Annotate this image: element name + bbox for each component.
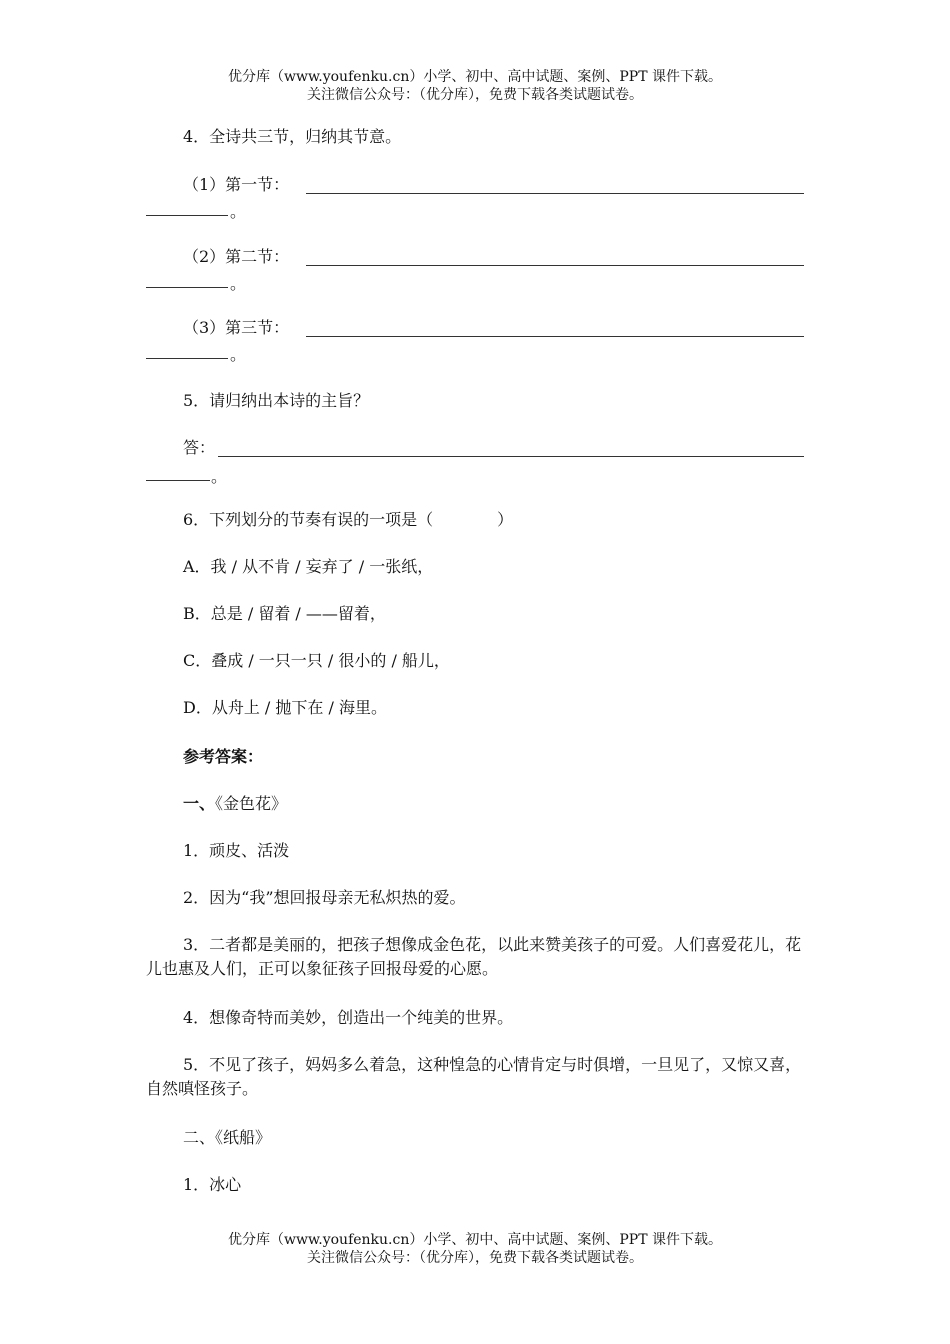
answer-line-5b xyxy=(146,480,210,481)
answer-1-5: 5．不见了孩子，妈妈多么着急，这种惶急的心情肯定与时俱增，一旦见了，又惊又喜，自然嗔怪孩子。 xyxy=(146,1055,802,1098)
question-5: 5．请归纳出本诗的主旨？ xyxy=(183,391,370,410)
period-4-3: 。 xyxy=(230,345,247,364)
section-1-prefix: 一、 xyxy=(183,794,216,813)
answer-line-4-3a xyxy=(306,336,804,337)
option-b: B．总是 / 留着 / ——留着， xyxy=(183,604,386,623)
answer-line-4-1b xyxy=(146,215,228,216)
answer-line-4-2a xyxy=(306,265,804,266)
answer-line-5a xyxy=(218,456,804,457)
question-5-answer-label: 答： xyxy=(183,438,216,457)
answers-section-1-heading xyxy=(146,792,847,816)
option-c: C．叠成 / 一只一只 / 很小的 / 船儿， xyxy=(183,651,450,670)
period-4-2: 。 xyxy=(230,274,247,293)
page-footer xyxy=(0,1231,950,1267)
answer-1-4: 4．想像奇特而美妙，创造出一个纯美的世界。 xyxy=(183,1008,514,1027)
option-a: A．我 / 从不肯 / 妄弃了 / 一张纸， xyxy=(183,557,434,576)
question-4: 4．全诗共三节，归纳其节意。 xyxy=(183,127,402,146)
page-header xyxy=(0,68,950,104)
period-4-1: 。 xyxy=(230,202,247,221)
answer-line-4-3b xyxy=(146,358,228,359)
question-4-part-3-label: （3）第三节： xyxy=(183,318,290,337)
header-line-2: 关注微信公众号：（优分库），免费下载各类试题试卷。 xyxy=(307,87,643,103)
footer-line-1: 优分库（www.youfenku.cn）小学、初中、高中试题、案例、PPT 课件下载。 xyxy=(227,1232,722,1248)
answer-line-4-2b xyxy=(146,287,228,288)
period-5: 。 xyxy=(211,467,228,486)
answer-1-1: 1．顽皮、活泼 xyxy=(183,841,290,860)
answer-1-3: 3．二者都是美丽的，把孩子想像成金色花，以此来赞美孩子的可爱。人们喜爱花儿，花儿也惠及人们，正可以象征孩子回报母爱的心愿。 xyxy=(146,935,802,978)
question-4-part-2-label: （2）第二节： xyxy=(183,247,290,266)
question-6: 6．下列划分的节奏有误的一项是（ ） xyxy=(183,510,514,529)
footer-line-2: 关注微信公众号：（优分库），免费下载各类试题试卷。 xyxy=(307,1250,643,1266)
answers-section-2-heading: 二、《纸船》 xyxy=(183,1128,272,1147)
answer-2-1: 1．冰心 xyxy=(183,1175,242,1194)
answer-1-2: 2．因为“我”想回报母亲无私炽热的爱。 xyxy=(183,888,466,907)
question-4-part-1-label: （1）第一节： xyxy=(183,175,290,194)
section-1-title: 《金色花》 xyxy=(215,794,288,813)
answer-line-4-1a xyxy=(306,193,804,194)
option-d: D．从舟上 / 抛下在 / 海里。 xyxy=(183,698,387,717)
header-line-1: 优分库（www.youfenku.cn）小学、初中、高中试题、案例、PPT 课件下载。 xyxy=(227,69,722,85)
answers-heading: 参考答案： xyxy=(183,747,264,766)
